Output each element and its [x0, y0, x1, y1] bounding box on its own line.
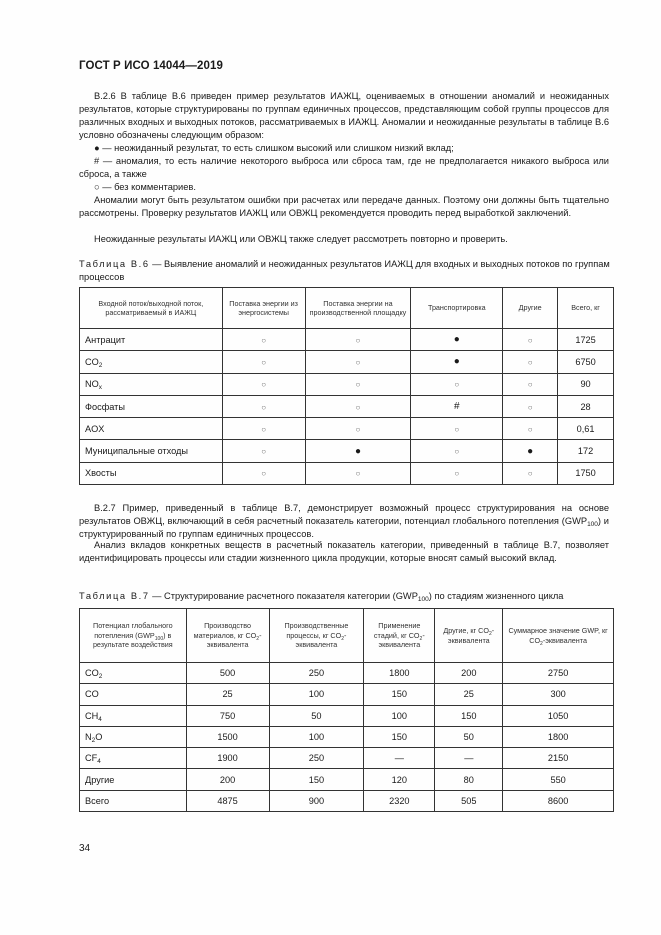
flow-name: CO [85, 356, 99, 367]
mark-cell [503, 440, 558, 462]
value-cell: 150 [435, 705, 503, 726]
value-cell: 1900 [186, 748, 269, 769]
mark: ○ [527, 335, 533, 345]
row-flow-name [80, 395, 223, 417]
flow-name: Хвосты [85, 468, 117, 479]
mark-cell [305, 462, 411, 484]
header-text: Суммарное значение GWP, кг CO [508, 626, 608, 645]
substance-name-end: O [95, 732, 103, 743]
paragraph-anomalies: Аномалии могут быть результатом ошибки при расчетах или передаче данных. Поэтому они должны быть тщательно рассмотрены. Проверку результатов ИАЖЦ или ОВЖЦ рекомендуется проводить перед выработкой заключений. [79, 195, 609, 218]
paragraph-b27 [79, 502, 609, 541]
header-sub: 2 [256, 635, 260, 642]
mark: ○ [527, 357, 533, 367]
mark-cell [411, 329, 503, 351]
mark-cell [503, 395, 558, 417]
total-cell: 0,61 [558, 418, 614, 440]
value-cell: 200 [186, 769, 269, 790]
total-cell: 1725 [558, 329, 614, 351]
header-total: Всего, кг [558, 288, 614, 329]
mark: ○ [261, 424, 267, 434]
mark: ○ [355, 380, 361, 390]
value-cell: 100 [269, 684, 364, 705]
substance-name: Другие [85, 774, 115, 785]
substance-sub: 2 [91, 737, 96, 745]
row-substance [80, 790, 187, 811]
b27-text: B.2.7 Пример, приведенный в таблице B.7, демонстрирует возможный процесс структурирования на основе результатов ОВЖЦ, включающий в себя расчетный показатель категории, потенциал глобального потепления (GWP [79, 503, 609, 526]
value-cell: 100 [364, 705, 435, 726]
total-cell: 28 [558, 395, 614, 417]
header-text-end: -эквивалента [447, 626, 495, 645]
value-cell: 100 [269, 726, 364, 747]
header-sub: 2 [341, 635, 345, 642]
value-cell: 2750 [503, 663, 614, 684]
document-header: ГОСТ Р ИСО 14044—2019 [79, 60, 224, 72]
substance-sub: 4 [97, 758, 101, 766]
value-cell: — [435, 748, 503, 769]
mark-cell [222, 329, 305, 351]
legend-no-comment: ○ — без комментариев. [94, 182, 196, 192]
mark: ○ [355, 402, 361, 412]
caption-text: — Выявление аномалий и неожиданных результатов ИАЖЦ для входных и выходных потоков по группам процессов [79, 259, 610, 282]
mark: ○ [355, 335, 361, 345]
table-header-row [80, 609, 614, 663]
flow-name: Муниципальные отходы [85, 446, 188, 457]
header-text-end: -эквивалента [295, 630, 347, 650]
mark-cell [411, 418, 503, 440]
table-row [80, 351, 614, 373]
mark: ○ [261, 402, 267, 412]
table-header-row [80, 288, 614, 329]
substance-name: CO [85, 668, 99, 679]
table-row [80, 440, 614, 462]
row-flow-name [80, 329, 223, 351]
table-row [80, 373, 614, 395]
mark: ● [453, 356, 460, 368]
mark: ● [453, 334, 460, 346]
value-cell: 550 [503, 769, 614, 790]
substance-name: CH [85, 710, 99, 721]
header-cell [503, 609, 614, 663]
mark: ○ [454, 380, 460, 390]
value-cell: 1800 [503, 726, 614, 747]
value-cell: 300 [503, 684, 614, 705]
table-row [80, 663, 614, 684]
mark-cell [411, 462, 503, 484]
table-row [80, 705, 614, 726]
caption-label: Таблица B.7 [79, 591, 150, 601]
table-row [80, 748, 614, 769]
header-cell [80, 609, 187, 663]
mark: ○ [355, 469, 361, 479]
row-substance [80, 684, 187, 705]
value-cell: 200 [435, 663, 503, 684]
mark: ○ [454, 447, 460, 457]
header-other: Другие [503, 288, 558, 329]
mark-cell [222, 418, 305, 440]
table-row [80, 726, 614, 747]
table-b7 [79, 608, 614, 812]
legend-unexpected: ● — неожиданный результат, то есть слишком высокий или слишком низкий вклад; [94, 143, 454, 153]
caption-label: Таблица B.6 [79, 259, 150, 269]
mark: ○ [355, 424, 361, 434]
mark-cell [503, 329, 558, 351]
header-sub: 2 [488, 631, 492, 637]
header-text-end: -эквивалента [542, 635, 587, 645]
value-cell: 1800 [364, 663, 435, 684]
header-sub: 2 [540, 640, 543, 647]
value-cell: 25 [435, 684, 503, 705]
mark-cell [305, 418, 411, 440]
mark-cell [305, 351, 411, 373]
mark: ● [527, 445, 534, 457]
value-cell: 50 [269, 705, 364, 726]
header-grid-energy: Поставка энергии из энергосистемы [222, 288, 305, 329]
substance-name: Всего [85, 795, 110, 806]
b27-end: ) и структурированный по группам единичных процессов. [79, 516, 610, 539]
table-row [80, 395, 614, 417]
mark-cell [503, 373, 558, 395]
mark-cell [305, 440, 411, 462]
header-cell [186, 609, 269, 663]
substance-name: CF [85, 753, 98, 764]
flow-name: NO [85, 379, 99, 390]
mark: ○ [261, 335, 267, 345]
value-cell: 50 [435, 726, 503, 747]
total-cell: 172 [558, 440, 614, 462]
paragraph-unexpected: Неожиданные результаты ИАЖЦ или ОВЖЦ также следует рассмотреть повторно и проверить. [94, 234, 508, 244]
header-text-end: -эквивалента [378, 630, 425, 650]
header-text: Производственные процессы, кг CO [284, 621, 349, 640]
value-cell: 250 [269, 663, 364, 684]
value-cell: 2150 [503, 748, 614, 769]
table-row [80, 329, 614, 351]
row-substance [80, 705, 187, 726]
mark: # [454, 401, 460, 413]
mark: ○ [261, 380, 267, 390]
mark: ○ [261, 357, 267, 367]
caption-sub: 100 [417, 596, 429, 603]
substance-name: CO [85, 689, 99, 700]
table-row [80, 769, 614, 790]
value-cell: 1050 [503, 705, 614, 726]
header-cell [364, 609, 435, 663]
flow-subscript: 2 [98, 361, 103, 369]
mark-cell [411, 373, 503, 395]
paragraph-analysis: Анализ вкладов конкретных веществ в расчетный показатель категории, приведенный в таблице B.7, позволяет идентифицировать процессы или стадии жизненного цикла продукции, которые вносят самый высокий вклад. [79, 540, 609, 563]
mark: ● [354, 445, 361, 457]
row-flow-name [80, 351, 223, 373]
flow-name: Фосфаты [85, 401, 125, 412]
table-row [80, 790, 614, 811]
table-row [80, 418, 614, 440]
row-substance [80, 769, 187, 790]
flow-subscript: x [98, 384, 102, 392]
mark: ○ [527, 380, 533, 390]
mark-cell [411, 440, 503, 462]
mark-cell [222, 373, 305, 395]
table-b7-caption [79, 590, 614, 603]
caption-text: — Структурирование расчетного показателя категории (GWP [149, 591, 418, 601]
mark-cell [222, 395, 305, 417]
mark-cell [503, 462, 558, 484]
row-flow-name [80, 462, 223, 484]
mark-cell [411, 395, 503, 417]
header-text-end: ) в результате воздействия [92, 630, 173, 650]
header-cell [435, 609, 503, 663]
mark-cell [222, 462, 305, 484]
table-row [80, 684, 614, 705]
row-flow-name [80, 373, 223, 395]
total-cell: 90 [558, 373, 614, 395]
flow-name: AOX [85, 423, 105, 434]
header-text: Производство материалов, кг CO [193, 621, 257, 640]
value-cell: 150 [364, 684, 435, 705]
value-cell: 250 [269, 748, 364, 769]
legend-anomaly: # — аномалия, то есть наличие некоторого выброса или сброса там, где не предполагается никакого выброса или сброса, а также [79, 156, 609, 179]
mark: ○ [527, 402, 533, 412]
header-text: Применение стадий, кг CO [373, 621, 421, 640]
mark: ○ [261, 447, 267, 457]
header-text: Потенциал глобального потепления (GWP [93, 621, 173, 640]
value-cell: 505 [435, 790, 503, 811]
mark: ○ [454, 424, 460, 434]
flow-name: Антрацит [85, 334, 126, 345]
mark-cell [503, 418, 558, 440]
row-flow-name [80, 418, 223, 440]
total-cell: 1750 [558, 462, 614, 484]
caption-end: ) по стадиям жизненного цикла [428, 591, 564, 601]
row-substance [80, 748, 187, 769]
row-substance [80, 663, 187, 684]
mark-cell [305, 373, 411, 395]
mark-cell [411, 351, 503, 373]
mark-cell [503, 351, 558, 373]
header-transport: Транспортировка [411, 288, 503, 329]
mark: ○ [261, 469, 267, 479]
substance-name: N [85, 732, 92, 743]
mark: ○ [355, 357, 361, 367]
table-b6 [79, 287, 614, 485]
mark: ○ [454, 469, 460, 479]
header-sub: 2 [419, 635, 423, 642]
value-cell: 150 [364, 726, 435, 747]
mark-cell [222, 351, 305, 373]
row-substance [80, 726, 187, 747]
value-cell: 150 [269, 769, 364, 790]
b27-sub: 100 [587, 521, 598, 528]
substance-sub: 4 [98, 715, 102, 723]
mark: ○ [527, 424, 533, 434]
mark-cell [222, 440, 305, 462]
table-row [80, 462, 614, 484]
substance-sub: 2 [98, 673, 103, 681]
table-b6-caption [79, 258, 614, 283]
value-cell: 120 [364, 769, 435, 790]
value-cell: — [364, 748, 435, 769]
value-cell: 900 [269, 790, 364, 811]
header-sub: 100 [154, 635, 164, 642]
value-cell: 2320 [364, 790, 435, 811]
paragraph-b26: B.2.6 В таблице B.6 приведен пример результатов ИАЖЦ, оцениваемых в отношении аномалий и неожиданных результатов, которые структурированы по группам единичных процессов, представляющим собой группы процессов для различных входных и выходных потоков, рассматриваемых в ИАЖЦ. Аномалии и неожиданные результаты в таблице B.6 условно обозначены следующим образом: [79, 91, 609, 140]
header-cell [269, 609, 364, 663]
mark-cell [305, 395, 411, 417]
mark: ○ [527, 469, 533, 479]
value-cell: 1500 [186, 726, 269, 747]
value-cell: 80 [435, 769, 503, 790]
page-number: 34 [79, 843, 91, 854]
mark-cell [305, 329, 411, 351]
total-cell: 6750 [558, 351, 614, 373]
header-text-end: -эквивалента [206, 630, 262, 650]
value-cell: 4875 [186, 790, 269, 811]
row-flow-name [80, 440, 223, 462]
header-flow: Входной поток/выходной поток, рассматриваемый в ИАЖЦ [80, 288, 223, 329]
header-site-energy: Поставка энергии на производственной площадку [305, 288, 411, 329]
value-cell: 750 [186, 705, 269, 726]
value-cell: 500 [186, 663, 269, 684]
value-cell: 8600 [503, 790, 614, 811]
value-cell: 25 [186, 684, 269, 705]
header-text: Другие, кг CO [443, 626, 489, 635]
